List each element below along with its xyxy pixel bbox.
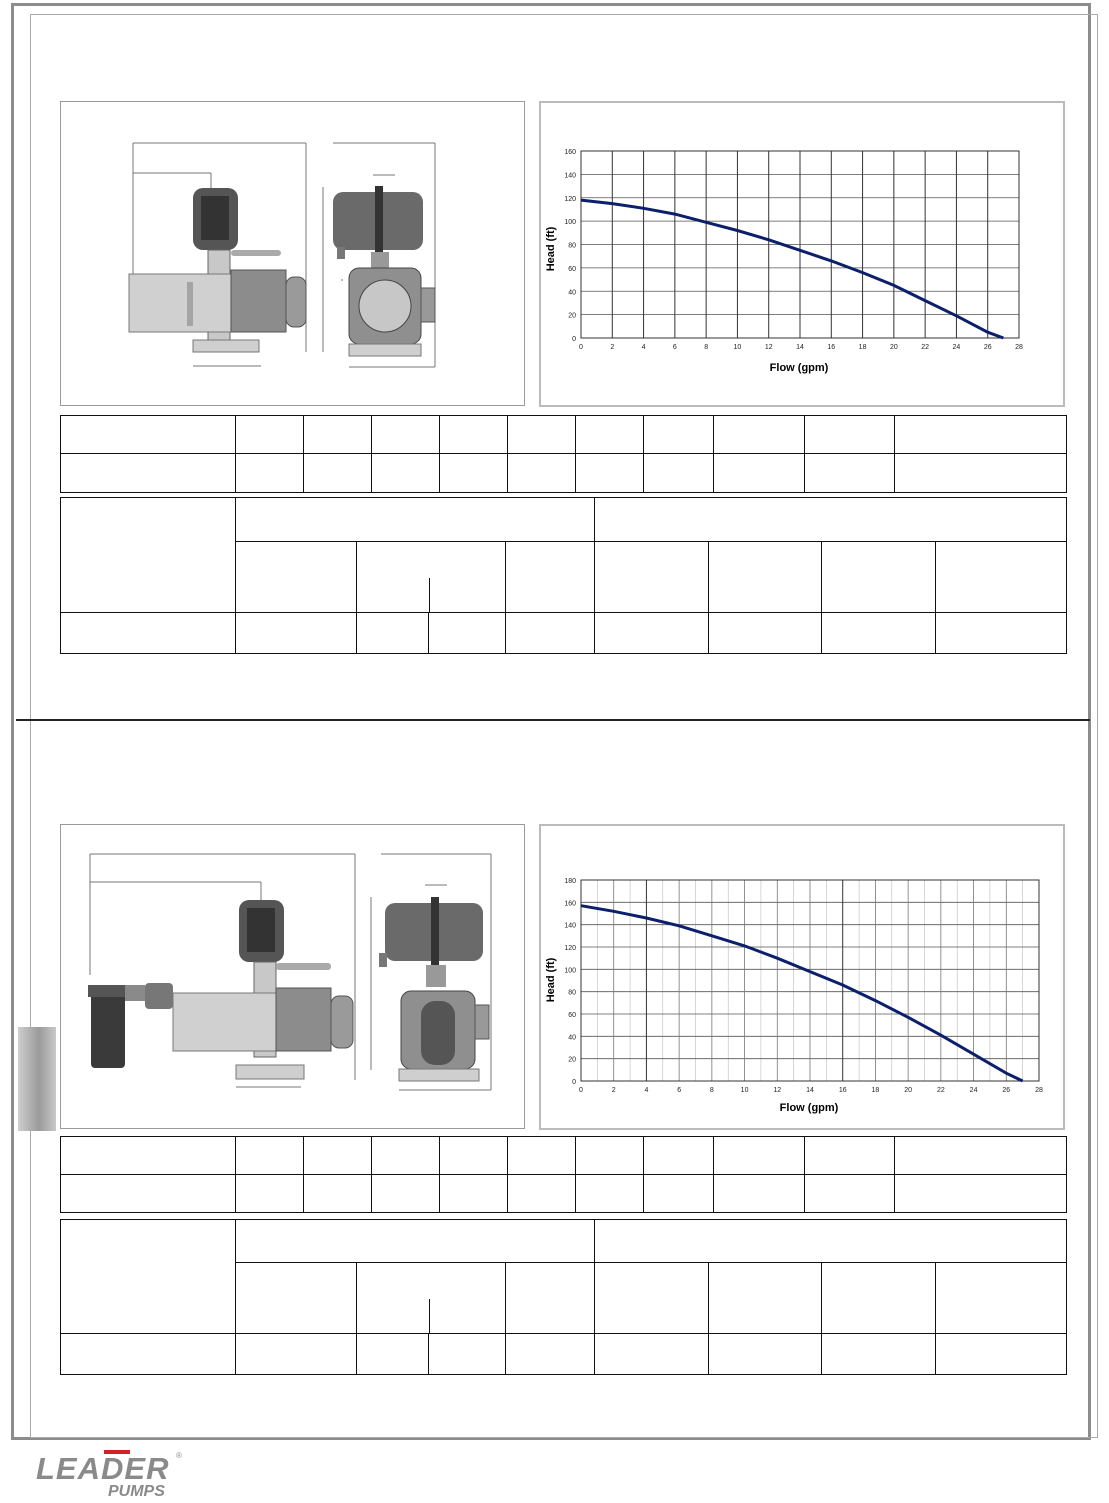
x-tick-label: 12 <box>773 1087 782 1094</box>
table-row <box>61 1220 1067 1263</box>
x-tick-label: 22 <box>921 344 930 351</box>
table-row <box>61 1334 1067 1375</box>
x-tick-label: 14 <box>806 1087 814 1094</box>
side-tab <box>18 1027 56 1131</box>
pump-drawing-2 <box>61 825 524 1128</box>
section-divider <box>16 719 1090 721</box>
table-row <box>61 498 1067 542</box>
x-tick-label: 28 <box>1035 1087 1043 1094</box>
x-tick-label: 4 <box>641 344 646 351</box>
x-tick-label: 6 <box>677 1087 682 1094</box>
y-tick-label: 100 <box>564 967 576 975</box>
y-tick-label: 20 <box>568 312 576 320</box>
x-tick-label: 12 <box>764 344 773 351</box>
pump-drawing-panel-2 <box>60 824 525 1129</box>
y-tick-label: 40 <box>568 1034 576 1042</box>
y-tick-label: 140 <box>564 922 576 930</box>
x-tick-label: 28 <box>1015 344 1023 351</box>
chart-panel-1 <box>539 101 1065 407</box>
y-tick-label: 0 <box>572 1079 576 1086</box>
x-tick-label: 22 <box>936 1087 945 1094</box>
x-tick-label: 16 <box>838 1087 847 1094</box>
y-tick-label: 60 <box>568 265 576 273</box>
pump-drawing-1 <box>61 102 524 405</box>
logo-bottom-text: PUMPS <box>108 1483 165 1498</box>
pump-front-view-1 <box>333 186 435 356</box>
y-tick-label: 0 <box>572 336 576 343</box>
table-row <box>61 613 1067 654</box>
x-tick-label: 18 <box>858 344 867 351</box>
x-tick-label: 18 <box>871 1087 880 1094</box>
x-tick-label: 0 <box>579 344 583 351</box>
pump-side-view-2 <box>88 900 353 1079</box>
chart-1-xlabel: Flow (gpm) <box>769 362 829 374</box>
y-tick-label: 40 <box>568 289 576 297</box>
x-tick-label: 0 <box>579 1087 583 1094</box>
x-tick-label: 26 <box>1002 1087 1011 1094</box>
logo-top-text: LEADER <box>36 1451 170 1486</box>
chart-1-ylabel: Head (ft) <box>545 226 557 272</box>
table-row <box>61 1137 1067 1175</box>
y-tick-label: 180 <box>564 878 576 885</box>
y-tick-label: 80 <box>568 989 576 997</box>
x-tick-label: 6 <box>672 344 677 351</box>
x-tick-label: 26 <box>983 344 992 351</box>
performance-curve-2 <box>581 906 1023 1081</box>
spec-table-1b <box>60 497 1067 654</box>
x-tick-label: 16 <box>827 344 836 351</box>
pump-drawing-panel-1 <box>60 101 525 406</box>
y-tick-label: 120 <box>564 945 576 952</box>
chart-panel-2 <box>539 824 1065 1130</box>
table-row <box>61 1175 1067 1213</box>
leader-pumps-logo <box>36 1448 196 1498</box>
pump-side-view-1 <box>129 188 306 352</box>
table-row <box>61 454 1067 493</box>
head-flow-chart-1 <box>541 103 1063 405</box>
x-tick-label: 2 <box>610 344 615 351</box>
chart-2-xlabel: Flow (gpm) <box>779 1102 839 1114</box>
x-tick-label: 10 <box>740 1087 749 1094</box>
y-tick-label: 160 <box>564 900 576 908</box>
x-tick-label: 8 <box>704 344 709 351</box>
spec-table-2a <box>60 1136 1067 1213</box>
logo-registered-mark: ® <box>176 1451 182 1460</box>
x-tick-label: 10 <box>733 344 742 351</box>
x-tick-label: 4 <box>644 1087 649 1094</box>
x-tick-label: 2 <box>611 1087 616 1094</box>
y-tick-label: 60 <box>568 1012 576 1019</box>
pump-front-view-2 <box>379 897 489 1081</box>
x-tick-label: 24 <box>969 1087 978 1094</box>
table-row <box>61 416 1067 454</box>
head-flow-chart-2 <box>541 826 1063 1128</box>
y-tick-label: 80 <box>568 242 576 250</box>
x-tick-label: 14 <box>796 344 804 351</box>
chart-2-ylabel: Head (ft) <box>545 957 557 1003</box>
y-tick-label: 160 <box>564 149 576 156</box>
y-tick-label: 20 <box>568 1056 576 1064</box>
x-tick-label: 20 <box>904 1087 913 1094</box>
x-tick-label: 24 <box>952 344 961 351</box>
x-tick-label: 20 <box>889 344 898 351</box>
spec-table-2b <box>60 1219 1067 1375</box>
x-tick-label: 8 <box>709 1087 714 1094</box>
y-tick-label: 140 <box>564 172 576 180</box>
y-tick-label: 120 <box>564 195 576 203</box>
spec-table-1a <box>60 415 1067 493</box>
y-tick-label: 100 <box>564 219 576 227</box>
